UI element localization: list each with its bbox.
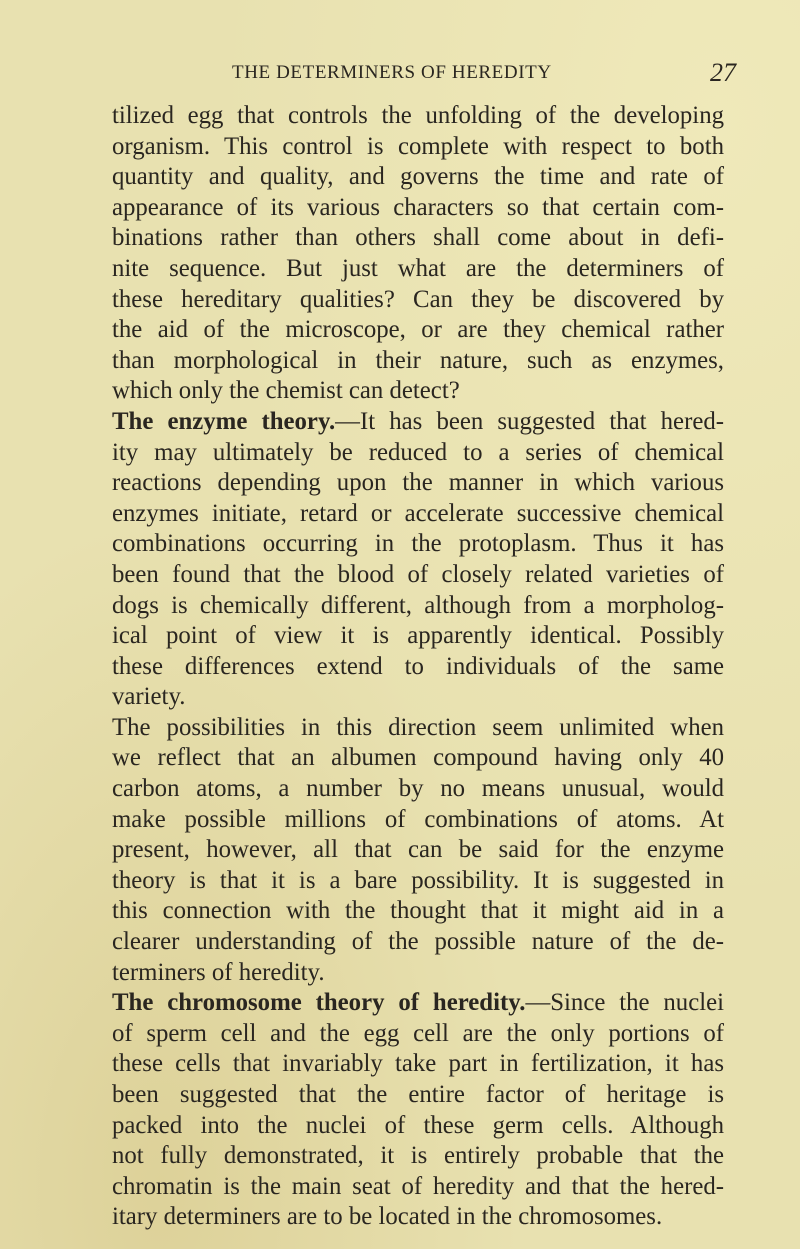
line-text: enzymes initiate, retard or accelerate successive chemical (112, 499, 724, 527)
line-text: dogs is chemically different, although from a morpholog- (112, 591, 724, 619)
line-text: itary determiners are to be located in the chromosomes. (112, 1203, 663, 1231)
text-line (112, 896, 724, 927)
text-line (112, 285, 724, 316)
section-heading-line (112, 407, 724, 438)
text-line (112, 1080, 724, 1111)
text-line (112, 254, 724, 285)
line-text: theory is that it is a bare possibility. It is suggested in (112, 866, 724, 894)
line-text: ity may ultimately be reduced to a series of chemical (112, 438, 724, 466)
text-line (112, 958, 724, 989)
section-heading-chromosome-theory: The chromosome theory of heredity. (112, 989, 526, 1017)
line-text: we reflect that an albumen compound having only 40 (112, 744, 724, 772)
line-text: chromatin is the main seat of heredity and that the hered- (112, 1172, 724, 1200)
text-line (112, 866, 724, 897)
text-line (112, 835, 724, 866)
line-text: tilized egg that controls the unfolding of the developing (112, 102, 724, 129)
line-text: than morphological in their nature, such as enzymes, (112, 346, 724, 374)
line-text: these differences extend to individuals of the same (112, 652, 724, 680)
text-line (112, 591, 724, 622)
section-heading-enzyme-theory: The enzyme theory. (112, 407, 336, 435)
text-line (112, 438, 724, 469)
line-text: packed into the nuclei of these germ cells. Although (112, 1111, 724, 1139)
text-line (112, 346, 724, 377)
line-text: nite sequence. But just what are the determiners of (112, 254, 724, 282)
text-line (112, 223, 724, 254)
text-line (112, 1172, 724, 1203)
text-line (112, 1202, 724, 1233)
line-text: appearance of its various characters so that certain com- (112, 193, 724, 221)
line-text: —It has been suggested that hered- (335, 407, 724, 435)
line-text: combinations occurring in the protoplasm. Thus it has (112, 530, 724, 558)
line-text: of sperm cell and the egg cell are the only portions of (112, 1019, 724, 1047)
line-text: not fully demonstrated, it is entirely probable that the (112, 1142, 724, 1170)
line-text: reactions depending upon the manner in which various (112, 469, 724, 497)
line-text: —Since the nuclei (525, 989, 724, 1017)
line-text: the aid of the microscope, or are they chemical rather (112, 316, 724, 344)
line-text: been found that the blood of closely related varieties of (112, 560, 724, 588)
line-text: make possible millions of combinations of atoms. At (112, 805, 724, 833)
line-text: variety. (112, 683, 186, 711)
line-text: carbon atoms, a number by no means unusual, would (112, 775, 724, 803)
text-line (112, 560, 724, 591)
text-line (112, 743, 724, 774)
running-head (0, 58, 800, 88)
text-line (112, 682, 724, 713)
line-text: which only the chemist can detect? (112, 377, 460, 405)
text-line (112, 805, 724, 836)
page-number: 27 (710, 58, 736, 87)
text-line (112, 621, 724, 652)
running-head-title: THE DETERMINERS OF HEREDITY (232, 62, 552, 83)
line-text: quantity and quality, and governs the time and rate of (112, 163, 724, 191)
section-heading-line (112, 988, 724, 1019)
line-text: ical point of view it is apparently identical. Possibly (112, 622, 724, 650)
text-line (112, 468, 724, 499)
text-line (112, 1141, 724, 1172)
line-text: this connection with the thought that it might aid in a (112, 897, 724, 925)
text-line (112, 1049, 724, 1080)
text-line (112, 101, 724, 132)
text-line (112, 315, 724, 346)
line-text: present, however, all that can be said for the enzyme (112, 836, 724, 864)
line-text: been suggested that the entire factor of heritage is (112, 1081, 724, 1108)
line-text: The possibilities in this direction seem unlimited when (112, 713, 724, 741)
line-text: terminers of heredity. (112, 958, 325, 986)
text-line (112, 713, 724, 744)
text-line (112, 499, 724, 530)
line-text: these hereditary qualities? Can they be discovered by (112, 285, 724, 313)
text-line (112, 774, 724, 805)
text-line (112, 193, 724, 224)
line-text: binations rather than others shall come about in defi- (112, 224, 724, 252)
body-text (112, 101, 724, 1233)
text-line (112, 162, 724, 193)
text-line (112, 1019, 724, 1050)
line-text: these cells that invariably take part in fertilization, it has (112, 1050, 724, 1078)
text-line (112, 376, 724, 407)
text-line (112, 132, 724, 163)
text-line (112, 1111, 724, 1142)
line-text: clearer understanding of the possible nature of the de- (112, 928, 724, 956)
text-line (112, 652, 724, 683)
text-line (112, 529, 724, 560)
text-line (112, 927, 724, 958)
line-text: organism. This control is complete with respect to both (112, 132, 724, 160)
